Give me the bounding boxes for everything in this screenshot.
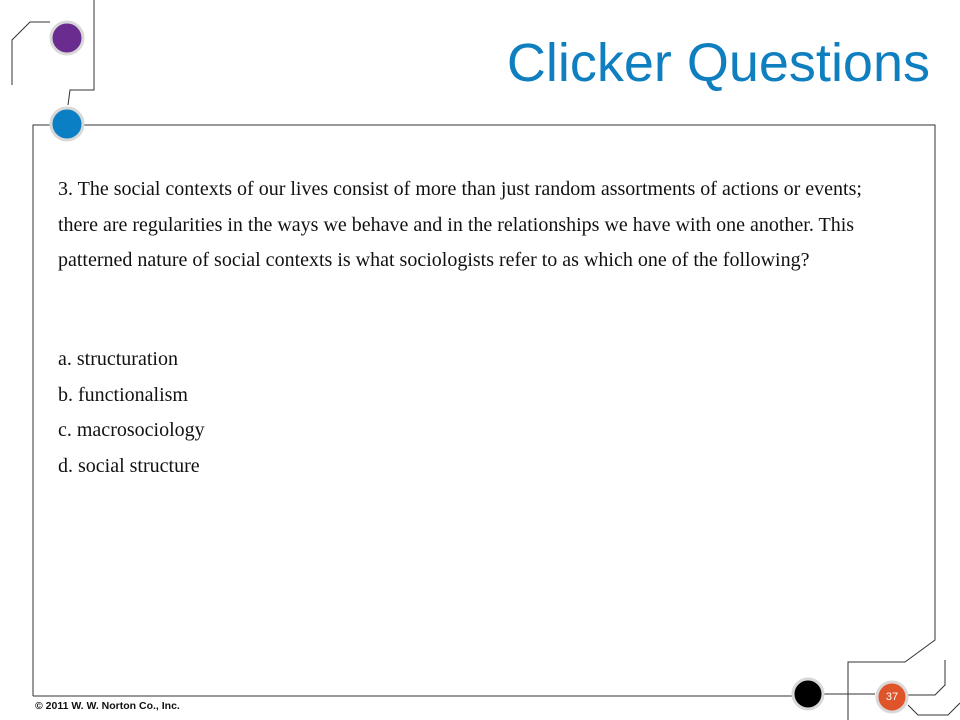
answer-options	[58, 342, 205, 484]
option-a: a. structuration	[58, 348, 178, 370]
copyright-notice: © 2011 W. W. Norton Co., Inc.	[35, 700, 180, 712]
decor-line	[908, 660, 945, 695]
blue-dot-icon	[51, 108, 83, 140]
slide-title: Clicker Questions	[506, 33, 930, 93]
black-dot-icon	[793, 679, 823, 709]
option-b: b. functionalism	[58, 383, 188, 406]
decor-line	[12, 22, 50, 85]
question-text: 3. The social contexts of our lives consist of more than just random assortments of actions or events; there are regularities in the ways we behave and in the relationships we have with one another. This patterned nature of social contexts is what sociologists refer to as which one of the following?	[58, 178, 862, 271]
page-number: 37	[885, 691, 899, 703]
purple-dot-icon	[51, 22, 83, 54]
decor-line	[908, 703, 960, 715]
option-d: d. social structure	[58, 454, 200, 477]
option-c: c. macrosociology	[58, 419, 205, 441]
